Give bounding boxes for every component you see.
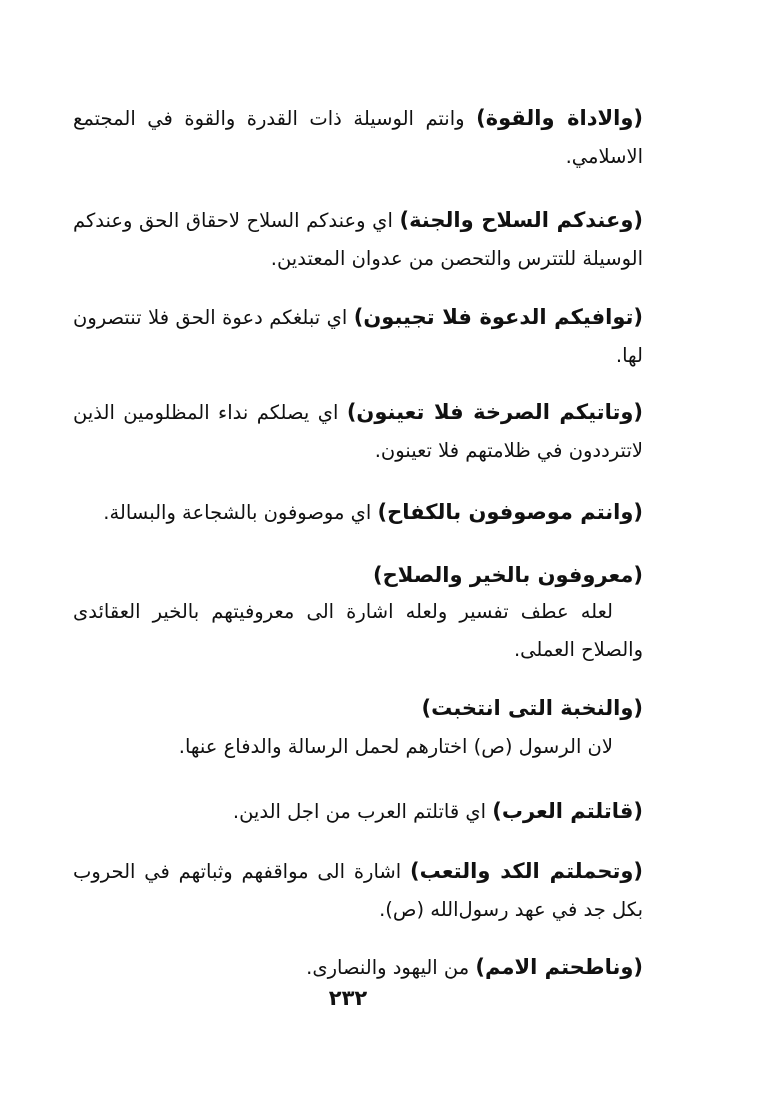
entry-paragraph xyxy=(73,393,643,470)
entry-term: (وانتم موصوفون بالكفاح) xyxy=(377,500,643,524)
page-number: ٢٣٢ xyxy=(328,986,368,1010)
entry-paragraph xyxy=(73,298,643,375)
entry-text: وانتم الوسيلة ذات القدرة والقوة في المجتمع الاسلامي. xyxy=(73,107,643,168)
entry-text: من اليهود والنصارى. xyxy=(306,956,476,979)
entry-term: (وناطحتم الامم) xyxy=(475,955,643,979)
entry-paragraph xyxy=(73,948,643,987)
entry-text: اي يصلكم نداء المظلومين الذين لاتترددون في ظلامتهم فلا تعينون. xyxy=(73,401,643,462)
entry-term: (توافيكم الدعوة فلا تجيبون) xyxy=(353,305,644,329)
entry-body: لان الرسول (ص) اختارهم لحمل الرسالة والدفاع عنها. xyxy=(178,735,613,758)
entry-text: اشارة الى مواقفهم وثباتهم في الحروب بكل جد في عهد رسول‌الله (ص). xyxy=(73,860,643,921)
entry-paragraph xyxy=(73,493,643,532)
entry-term: (وعندكم السلاح والجنة) xyxy=(399,208,643,232)
entry-text: اي تبلغكم دعوة الحق فلا تنتصرون لها. xyxy=(73,306,643,367)
entry-body: لعله عطف تفسير ولعله اشارة الى معروفيتهم بالخير العقائدى والصلاح العملى. xyxy=(73,600,643,661)
entry-heading: (والنخبة التى انتخبت) xyxy=(421,696,643,720)
entry-term: (والاداة والقوة) xyxy=(476,106,643,130)
entry-heading: (معروفون بالخير والصلاح) xyxy=(373,563,643,587)
entry-paragraph xyxy=(73,99,643,176)
entry-text: اي قاتلتم العرب من اجل الدين. xyxy=(232,800,493,823)
entry-term: (وتحملتم الكد والتعب) xyxy=(409,859,643,883)
entry-text: اي موصوفون بالشجاعة والبسالة. xyxy=(103,501,378,524)
entry-paragraph xyxy=(73,792,643,831)
entry-paragraph xyxy=(73,201,643,278)
entry-text: اي وعندكم السلاح لاحقاق الحق وعندكم الوسيلة للتترس والتحصن من عدوان المعتدين. xyxy=(73,209,643,270)
entry-term: (قاتلتم العرب) xyxy=(492,799,643,823)
entry-term: (وتاتيكم الصرخة فلا تعينون) xyxy=(346,400,643,424)
entry-paragraph xyxy=(73,852,643,929)
